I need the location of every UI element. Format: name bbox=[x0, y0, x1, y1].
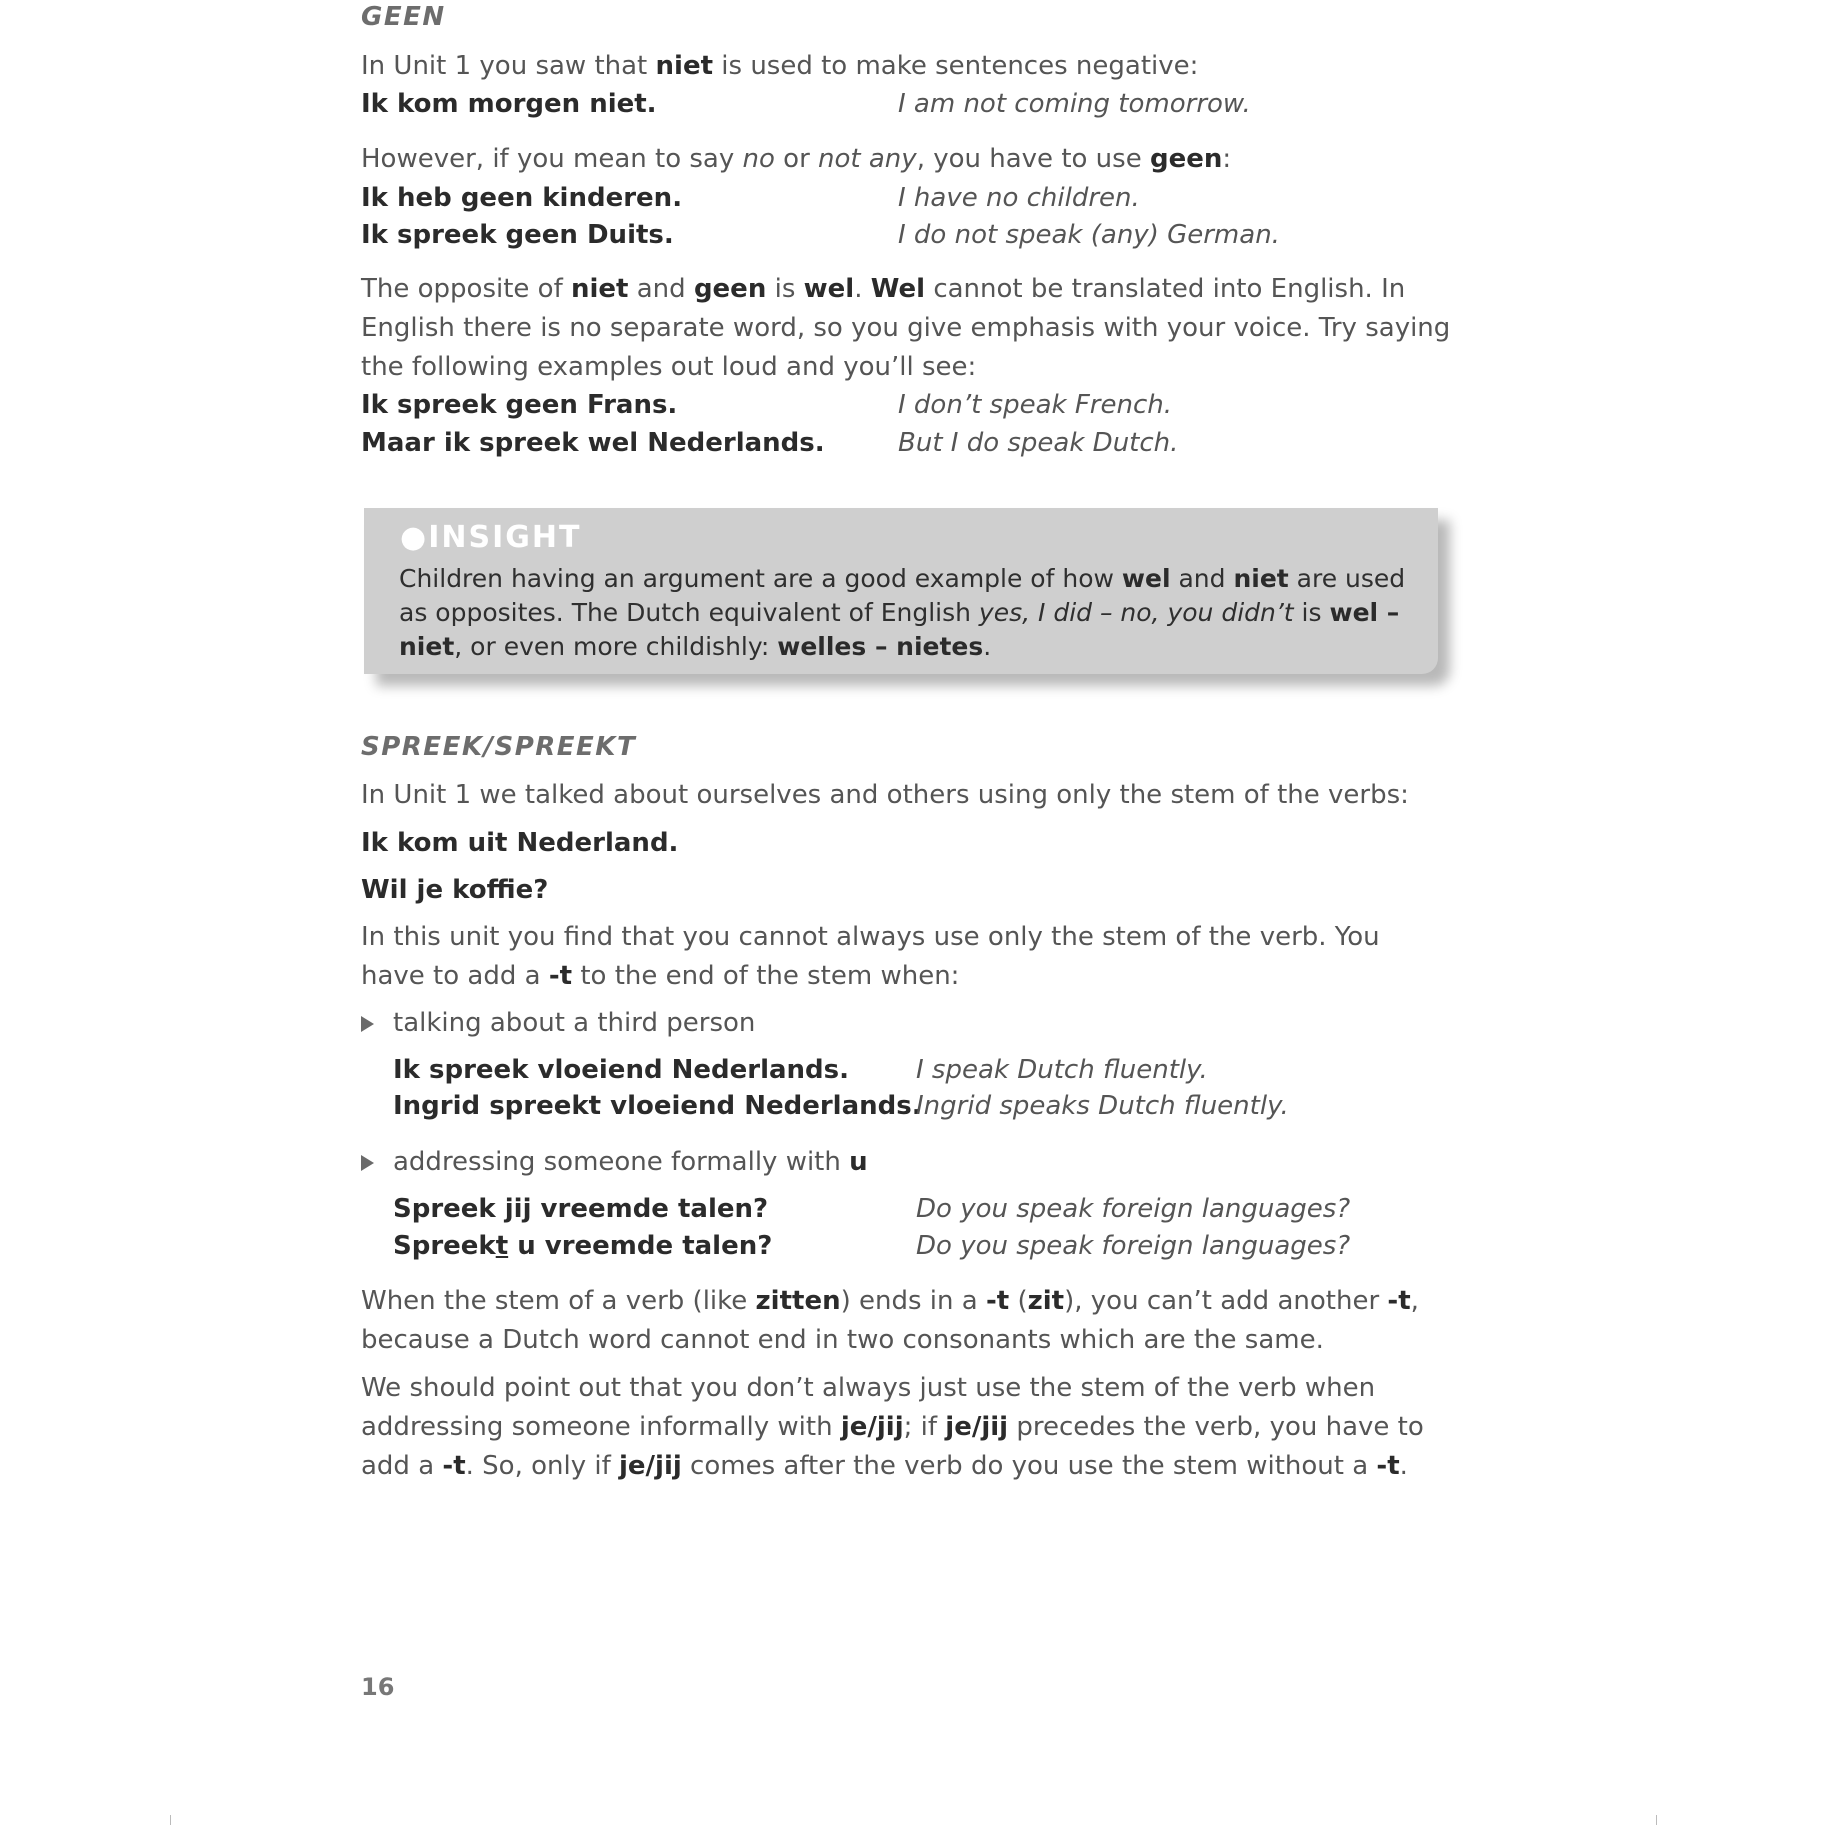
paragraph-point-out: We should point out that you don’t always just use the stem of the verb when addressing someone informally with je/jij; if je/jij precedes the verb, you have to add a -t. So, only if je/jij comes after the verb do you use the stem without a -t. bbox=[361, 1373, 1424, 1481]
example-translation: I am not coming tomorrow. bbox=[898, 89, 1251, 119]
paragraph-geen-intro: In Unit 1 you saw that niet is used to make sentences negative: bbox=[361, 51, 1199, 81]
paragraph-geen-however: However, if you mean to say no or not any, you have to use geen: bbox=[361, 144, 1232, 174]
section-heading-spreek: SPREEK/SPREEKT bbox=[361, 732, 637, 762]
triangle-bullet-icon bbox=[361, 1155, 374, 1171]
example-dutch: Ik spreek geen Duits. bbox=[361, 220, 674, 250]
triangle-bullet-icon bbox=[361, 1016, 374, 1032]
example-translation: I have no children. bbox=[898, 183, 1140, 213]
example-translation: Do you speak foreign languages? bbox=[916, 1194, 1351, 1224]
example-translation: I speak Dutch fluently. bbox=[916, 1055, 1208, 1085]
example-dutch: Ik spreek vloeiend Nederlands. bbox=[393, 1055, 850, 1085]
example-dutch: Ik kom uit Nederland. bbox=[361, 828, 679, 858]
bullet-dot-icon: ● bbox=[400, 520, 429, 555]
crop-mark bbox=[1656, 1815, 1657, 1825]
example-dutch: Ik heb geen kinderen. bbox=[361, 183, 683, 213]
example-dutch: Spreekt u vreemde talen? bbox=[393, 1231, 773, 1261]
bullet-item: addressing someone formally with u bbox=[393, 1147, 868, 1177]
example-translation: I do not speak (any) German. bbox=[898, 220, 1280, 250]
paragraph-spreek-unit: In this unit you find that you cannot always use only the stem of the verb. You have to add a -t to the end of the stem when: bbox=[361, 922, 1380, 991]
example-translation: Ingrid speaks Dutch fluently. bbox=[916, 1091, 1289, 1121]
bullet-item: talking about a third person bbox=[393, 1008, 756, 1038]
section-heading-geen: GEEN bbox=[361, 2, 446, 32]
example-translation: Do you speak foreign languages? bbox=[916, 1231, 1351, 1261]
example-translation: But I do speak Dutch. bbox=[898, 428, 1179, 458]
insight-text: Children having an argument are a good example of how wel and niet are used as opposites. The Dutch equivalent of English yes, I did – no, you didn’t is wel – niet, or even more childishly: welles – nietes. bbox=[399, 564, 1406, 661]
example-dutch: Ik kom morgen niet. bbox=[361, 89, 657, 119]
crop-mark bbox=[170, 1815, 171, 1825]
example-translation: I don’t speak French. bbox=[898, 390, 1173, 420]
paragraph-stem: When the stem of a verb (like zitten) ends in a -t (zit), you can’t add another -t, because a Dutch word cannot end in two consonants which are the same. bbox=[361, 1286, 1419, 1355]
paragraph-spreek-intro: In Unit 1 we talked about ourselves and others using only the stem of the verbs: bbox=[361, 780, 1409, 810]
example-dutch: Spreek jij vreemde talen? bbox=[393, 1194, 769, 1224]
insight-box bbox=[364, 508, 1438, 674]
page-number: 16 bbox=[361, 1673, 395, 1701]
example-dutch: Ik spreek geen Frans. bbox=[361, 390, 678, 420]
example-dutch: Ingrid spreekt vloeiend Nederlands. bbox=[393, 1091, 922, 1121]
example-dutch: Wil je koffie? bbox=[361, 875, 549, 905]
insight-title: ●INSIGHT bbox=[400, 520, 582, 555]
example-dutch: Maar ik spreek wel Nederlands. bbox=[361, 428, 825, 458]
paragraph-opposite: The opposite of niet and geen is wel. Wel cannot be translated into English. In English there is no separate word, so you give emphasis with your voice. Try saying the following examples out loud and you’ll see: bbox=[361, 274, 1451, 382]
